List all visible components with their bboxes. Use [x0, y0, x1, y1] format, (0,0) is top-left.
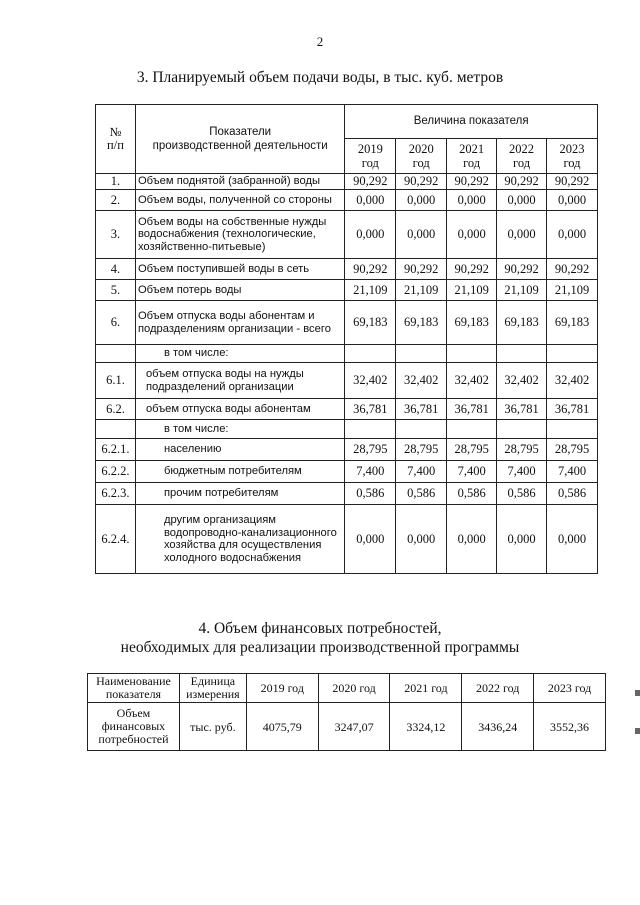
table-row [96, 483, 598, 505]
row-indicator: Объем поднятой (забранной) воды [135, 174, 344, 190]
year-header: 2019 год [246, 674, 318, 703]
row-value: 36,781 [345, 399, 396, 420]
table-row [96, 363, 598, 399]
row-value: 3324,12 [390, 703, 462, 751]
table-row [96, 439, 598, 461]
financial-needs-table [87, 673, 606, 751]
row-value: 69,183 [396, 301, 447, 345]
row-value: 90,292 [547, 259, 598, 280]
row-number: 6.2.1. [96, 439, 136, 461]
row-unit: тыс. руб. [179, 703, 246, 751]
year-header: 2022 год [497, 139, 547, 174]
table-row [96, 301, 598, 345]
row-value [345, 420, 396, 439]
row-value: 90,292 [547, 174, 598, 190]
row-number: 6.2. [96, 399, 136, 420]
row-value: 28,795 [396, 439, 447, 461]
row-value: 7,400 [447, 461, 497, 483]
row-value: 90,292 [447, 174, 497, 190]
row-value [547, 420, 598, 439]
row-value [497, 345, 547, 363]
row-number: 6.2.2. [96, 461, 136, 483]
row-value: 28,795 [547, 439, 598, 461]
row-indicator: объем отпуска воды абонентам [135, 399, 344, 420]
row-value [396, 420, 447, 439]
row-value: 3247,07 [318, 703, 390, 751]
year-header: 2023 год [534, 674, 606, 703]
row-indicator: Объем отпуска воды абонентам и подразделениям организации - всего [135, 301, 344, 345]
table-row [96, 345, 598, 363]
row-value: 32,402 [447, 363, 497, 399]
row-value: 0,000 [547, 190, 598, 211]
row-number: 3. [96, 211, 136, 259]
row-value: 0,000 [396, 190, 447, 211]
row-value: 36,781 [547, 399, 598, 420]
row-value: 4075,79 [246, 703, 318, 751]
row-value: 36,781 [497, 399, 547, 420]
header-num: № п/п [96, 105, 136, 174]
year-header: 2021 год [390, 674, 462, 703]
row-value: 28,795 [497, 439, 547, 461]
row-value: 3552,36 [534, 703, 606, 751]
row-name: Объем финансовых потребностей [88, 703, 180, 751]
year-header: 2020 год [396, 139, 447, 174]
row-value: 7,400 [345, 461, 396, 483]
scan-mark [635, 690, 640, 696]
page-number: 2 [316, 34, 324, 49]
row-indicator: Объем потерь воды [135, 280, 344, 301]
row-value: 0,000 [396, 211, 447, 259]
year-header: 2022 год [462, 674, 534, 703]
header-indicators: Показатели производственной деятельности [135, 105, 344, 174]
row-value: 7,400 [396, 461, 447, 483]
row-number: 6.2.4. [96, 505, 136, 574]
row-number [96, 420, 136, 439]
row-value: 21,109 [447, 280, 497, 301]
table-row [96, 461, 598, 483]
row-value [447, 420, 497, 439]
water-supply-table [95, 104, 598, 574]
row-value: 32,402 [396, 363, 447, 399]
section3-title: 3. Планируемый объем подачи воды, в тыс. куб. метров [136, 69, 504, 86]
row-indicator: населению [135, 439, 344, 461]
row-value: 0,000 [497, 505, 547, 574]
year-header: 2020 год [318, 674, 390, 703]
table-row [96, 399, 598, 420]
row-value: 28,795 [447, 439, 497, 461]
row-value [396, 345, 447, 363]
row-value: 0,000 [447, 190, 497, 211]
row-value: 0,586 [447, 483, 497, 505]
row-indicator: объем отпуска воды на нужды подразделений организации [135, 363, 344, 399]
row-value [447, 345, 497, 363]
table-row [96, 259, 598, 280]
row-value: 36,781 [447, 399, 497, 420]
row-value: 21,109 [396, 280, 447, 301]
row-indicator: прочим потребителям [135, 483, 344, 505]
row-value: 69,183 [497, 301, 547, 345]
row-number: 2. [96, 190, 136, 211]
table-row [96, 174, 598, 190]
row-value: 90,292 [447, 259, 497, 280]
row-value: 90,292 [396, 174, 447, 190]
section4-title-line2: необходимых для реализации производственной программы [120, 639, 520, 656]
row-value: 7,400 [547, 461, 598, 483]
row-value [497, 420, 547, 439]
row-value: 90,292 [345, 259, 396, 280]
row-value: 0,000 [497, 211, 547, 259]
row-indicator: бюджетным потребителям [135, 461, 344, 483]
row-value: 0,000 [547, 505, 598, 574]
row-value: 0,586 [396, 483, 447, 505]
row-value: 21,109 [345, 280, 396, 301]
row-value: 7,400 [497, 461, 547, 483]
row-number: 6.1. [96, 363, 136, 399]
table-row [96, 420, 598, 439]
row-value: 0,000 [547, 211, 598, 259]
row-value: 28,795 [345, 439, 396, 461]
row-value [547, 345, 598, 363]
header-name: Наименование показателя [88, 674, 180, 703]
row-number: 6.2.3. [96, 483, 136, 505]
year-header: 2021 год [447, 139, 497, 174]
year-header: 2019 год [345, 139, 396, 174]
table-row [96, 190, 598, 211]
row-value: 32,402 [547, 363, 598, 399]
table-row [96, 280, 598, 301]
section4-title-line1: 4. Объем финансовых потребностей, [198, 620, 442, 637]
row-value: 32,402 [497, 363, 547, 399]
row-value: 3436,24 [462, 703, 534, 751]
row-value: 21,109 [497, 280, 547, 301]
row-value: 21,109 [547, 280, 598, 301]
table-row [96, 211, 598, 259]
table-row [96, 505, 598, 574]
row-value: 0,000 [497, 190, 547, 211]
row-value: 32,402 [345, 363, 396, 399]
row-value: 0,000 [345, 505, 396, 574]
scan-mark [635, 728, 640, 734]
row-value: 0,586 [345, 483, 396, 505]
header-unit: Единица измерения [179, 674, 246, 703]
row-indicator: в том числе: [135, 420, 344, 439]
row-value: 0,000 [447, 505, 497, 574]
header-value: Величина показателя [345, 105, 598, 139]
row-value: 0,000 [396, 505, 447, 574]
row-value: 90,292 [497, 174, 547, 190]
row-number: 5. [96, 280, 136, 301]
row-number: 4. [96, 259, 136, 280]
row-indicator: другим организациям водопроводно-канализационного хозяйства для осуществления холодного водоснабжения [135, 505, 344, 574]
row-value: 69,183 [345, 301, 396, 345]
row-value [345, 345, 396, 363]
row-value: 90,292 [396, 259, 447, 280]
row-value: 0,000 [345, 190, 396, 211]
row-value: 69,183 [447, 301, 497, 345]
row-indicator: Объем поступившей воды в сеть [135, 259, 344, 280]
row-value: 90,292 [345, 174, 396, 190]
row-indicator: в том числе: [135, 345, 344, 363]
year-header: 2023 год [547, 139, 598, 174]
row-value: 36,781 [396, 399, 447, 420]
row-number [96, 345, 136, 363]
row-value: 0,000 [447, 211, 497, 259]
row-indicator: Объем воды на собственные нужды водоснабжения (технологические, хозяйственно-питьевые) [135, 211, 344, 259]
row-value: 69,183 [547, 301, 598, 345]
row-value: 0,586 [497, 483, 547, 505]
row-value: 0,586 [547, 483, 598, 505]
row-value: 90,292 [497, 259, 547, 280]
row-value: 0,000 [345, 211, 396, 259]
row-indicator: Объем воды, полученной со стороны [135, 190, 344, 211]
row-number: 1. [96, 174, 136, 190]
row-number: 6. [96, 301, 136, 345]
